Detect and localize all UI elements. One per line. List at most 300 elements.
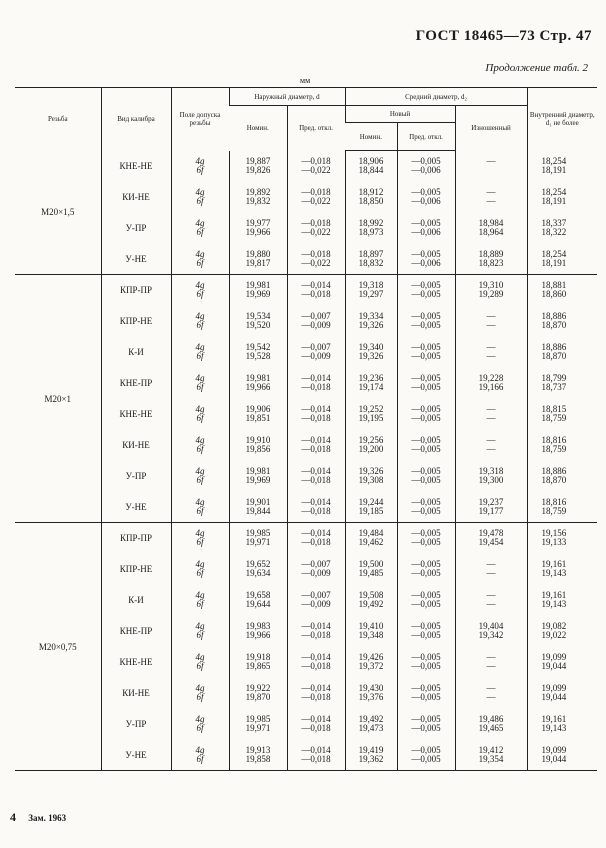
tolerance-value: 6f (196, 320, 204, 330)
gauge-type-cell: КНЕ-НЕ (101, 647, 171, 678)
inner-diameter-cell (527, 523, 597, 554)
pitch-worn-cell (455, 647, 527, 678)
pitch-worn-cell (455, 399, 527, 430)
inner-diameter-value: 19,082 (541, 621, 567, 631)
pitch-worn-value: — (486, 444, 496, 454)
pitch-nominal-value: 19,419 (358, 744, 384, 755)
pitch-deviation-value: —0,005 (411, 744, 441, 755)
pitch-deviation-value: —0,005 (411, 723, 441, 733)
inner-diameter-value: 18,191 (541, 196, 567, 206)
inner-diameter-cell (527, 182, 597, 213)
outer-deviation-value: —0,009 (301, 320, 331, 330)
gauge-type-cell: У-ПР (101, 461, 171, 492)
outer-deviation-cell (287, 740, 345, 771)
pitch-nominal-cell (345, 709, 397, 740)
col-header-inner-diameter: Внутренний диаметр, d₁ не более (527, 88, 597, 151)
outer-deviation-value: —0,018 (301, 630, 331, 640)
col-header-outer-deviation: Пред. откл. (287, 106, 345, 151)
table-body (15, 151, 597, 771)
inner-diameter-value: 18,191 (541, 257, 567, 268)
tolerance-value: 4g (195, 248, 205, 259)
inner-diameter-value: 18,870 (541, 320, 567, 330)
inner-diameter-value: 19,161 (541, 714, 567, 724)
outer-deviation-value: —0,014 (301, 744, 331, 755)
tolerance-value: 6f (196, 351, 204, 361)
pitch-nominal-cell (345, 616, 397, 647)
pitch-nominal-cell (345, 151, 397, 182)
pitch-worn-cell (455, 461, 527, 492)
outer-deviation-value: —0,007 (301, 311, 331, 321)
pitch-worn-value: — (486, 156, 496, 166)
outer-deviation-value: —0,018 (301, 444, 331, 454)
pitch-worn-value: — (486, 435, 496, 445)
pitch-nominal-value: 19,484 (358, 528, 384, 539)
pitch-worn-cell (455, 337, 527, 368)
tolerance-value: 4g (195, 404, 205, 414)
inner-diameter-value: 18,254 (541, 156, 567, 166)
tolerance-value: 6f (196, 382, 204, 392)
unit-label: мм (300, 76, 311, 85)
table-row (15, 275, 597, 306)
thread-size-cell: M20×1,5 (15, 151, 101, 275)
outer-nominal-value: 19,985 (245, 714, 271, 724)
pitch-worn-value: — (486, 404, 496, 414)
outer-nominal-value: 19,977 (245, 218, 271, 228)
tolerance-cell (171, 213, 229, 244)
outer-deviation-cell (287, 430, 345, 461)
inner-diameter-value: 19,022 (541, 630, 567, 640)
pitch-worn-value: — (486, 661, 496, 671)
outer-deviation-value: —0,007 (301, 590, 331, 600)
inner-diameter-cell (527, 275, 597, 306)
pitch-nominal-value: 19,362 (358, 753, 384, 764)
pitch-deviation-value: —0,005 (411, 320, 441, 330)
pitch-deviation-cell (397, 461, 455, 492)
inner-diameter-value: 18,737 (541, 382, 567, 392)
outer-deviation-cell (287, 244, 345, 275)
outer-deviation-value: —0,018 (301, 248, 331, 259)
inner-diameter-cell (527, 740, 597, 771)
outer-deviation-value: —0,022 (301, 196, 331, 206)
pitch-nominal-value: 19,297 (358, 289, 384, 300)
pitch-nominal-value: 19,326 (358, 351, 384, 361)
pitch-nominal-value: 18,832 (358, 257, 384, 268)
pitch-nominal-value: 18,844 (358, 165, 384, 176)
col-header-pitch-new: Новый (345, 106, 455, 123)
pitch-deviation-value: —0,005 (411, 599, 441, 609)
table-row (15, 368, 597, 399)
outer-nominal-cell (229, 585, 287, 616)
tolerance-value: 4g (195, 714, 205, 724)
pitch-nominal-value: 18,973 (358, 227, 384, 237)
tolerance-cell (171, 461, 229, 492)
outer-nominal-cell (229, 554, 287, 585)
outer-deviation-value: —0,014 (301, 373, 331, 383)
outer-deviation-cell (287, 368, 345, 399)
outer-nominal-cell (229, 647, 287, 678)
outer-nominal-cell (229, 709, 287, 740)
outer-nominal-cell (229, 275, 287, 306)
page-header: ГОСТ 18465—73 Стр. 47 (415, 28, 592, 44)
outer-nominal-value: 19,966 (245, 630, 271, 640)
inner-diameter-value: 18,191 (541, 165, 567, 175)
outer-deviation-value: —0,018 (301, 505, 331, 516)
pitch-deviation-cell (397, 492, 455, 523)
outer-deviation-value: —0,014 (301, 435, 331, 445)
tolerance-value: 4g (195, 744, 205, 755)
pitch-nominal-value: 19,185 (358, 505, 384, 516)
tolerance-value: 6f (196, 289, 204, 300)
pitch-worn-value: 19,486 (478, 714, 504, 724)
pitch-worn-cell (455, 306, 527, 337)
pitch-deviation-value: —0,005 (411, 590, 441, 600)
inner-diameter-value: 18,870 (541, 475, 567, 485)
outer-deviation-value: —0,018 (301, 382, 331, 392)
tolerance-value: 6f (196, 413, 204, 423)
pitch-deviation-value: —0,005 (411, 496, 441, 507)
pitch-deviation-cell (397, 523, 455, 554)
page-number: 4 (10, 810, 16, 824)
tolerance-value: 6f (196, 165, 204, 175)
gauge-type-cell: КПР-ПР (101, 275, 171, 306)
outer-deviation-value: —0,018 (301, 218, 331, 228)
pitch-deviation-value: —0,006 (411, 257, 441, 268)
tolerance-value: 4g (195, 559, 205, 569)
pitch-deviation-value: —0,005 (411, 156, 441, 167)
pitch-worn-value: 18,984 (478, 218, 504, 228)
pitch-deviation-cell (397, 151, 455, 182)
pitch-nominal-cell (345, 678, 397, 709)
gauge-type-cell: У-ПР (101, 709, 171, 740)
pitch-deviation-cell (397, 430, 455, 461)
outer-nominal-value: 19,910 (245, 435, 271, 445)
gauge-type-cell: КПР-ПР (101, 523, 171, 554)
pitch-nominal-cell (345, 740, 397, 771)
pitch-worn-value: — (486, 599, 496, 609)
pitch-deviation-cell (397, 678, 455, 709)
outer-deviation-value: —0,018 (301, 537, 331, 548)
tolerance-value: 6f (196, 661, 204, 671)
outer-deviation-value: —0,009 (301, 599, 331, 609)
outer-deviation-value: —0,018 (301, 413, 331, 423)
tolerance-value: 4g (195, 466, 205, 476)
inner-diameter-cell (527, 709, 597, 740)
tolerance-value: 4g (195, 590, 205, 600)
outer-deviation-cell (287, 647, 345, 678)
pitch-worn-cell (455, 368, 527, 399)
table-row (15, 523, 597, 554)
tolerance-cell (171, 368, 229, 399)
pitch-worn-cell (455, 740, 527, 771)
inner-diameter-value: 19,143 (541, 599, 567, 609)
pitch-nominal-value: 19,308 (358, 475, 384, 485)
outer-deviation-value: —0,014 (301, 280, 331, 291)
outer-nominal-value: 19,658 (245, 590, 271, 600)
outer-deviation-value: —0,018 (301, 753, 331, 764)
inner-diameter-cell (527, 368, 597, 399)
pitch-deviation-cell (397, 368, 455, 399)
inner-diameter-value: 18,860 (541, 289, 567, 300)
inner-diameter-value: 18,254 (541, 187, 567, 197)
pitch-nominal-cell (345, 647, 397, 678)
outer-nominal-value: 19,969 (245, 475, 271, 485)
outer-nominal-cell (229, 461, 287, 492)
tolerance-value: 6f (196, 599, 204, 609)
tolerance-value: 4g (195, 621, 205, 631)
pitch-nominal-cell (345, 306, 397, 337)
pitch-deviation-cell (397, 554, 455, 585)
tolerance-value: 6f (196, 692, 204, 702)
pitch-deviation-cell (397, 306, 455, 337)
inner-diameter-cell (527, 492, 597, 523)
outer-nominal-value: 19,870 (245, 692, 271, 702)
pitch-worn-value: 18,964 (478, 227, 504, 237)
tolerance-cell (171, 709, 229, 740)
outer-deviation-cell (287, 492, 345, 523)
tolerance-value: 4g (195, 683, 205, 693)
tolerance-cell (171, 647, 229, 678)
pitch-worn-value: 19,300 (478, 475, 504, 485)
inner-diameter-value: 18,254 (541, 248, 567, 259)
inner-diameter-value: 18,816 (541, 435, 567, 445)
pitch-deviation-value: —0,005 (411, 413, 441, 423)
pitch-worn-value: — (486, 590, 496, 600)
outer-nominal-cell (229, 523, 287, 554)
pitch-nominal-value: 19,244 (358, 496, 384, 507)
pitch-worn-value: — (486, 692, 496, 702)
outer-nominal-cell (229, 678, 287, 709)
inner-diameter-value: 18,815 (541, 404, 567, 414)
table-row (15, 678, 597, 709)
pitch-worn-value: 19,478 (478, 528, 504, 539)
tolerance-value: 4g (195, 280, 205, 291)
pitch-worn-value: 19,310 (478, 280, 504, 291)
tolerance-cell (171, 337, 229, 368)
pitch-worn-cell (455, 430, 527, 461)
pitch-nominal-cell (345, 523, 397, 554)
outer-nominal-cell (229, 492, 287, 523)
pitch-nominal-cell (345, 399, 397, 430)
tolerance-value: 6f (196, 537, 204, 548)
pitch-worn-cell (455, 554, 527, 585)
gauge-type-cell: У-НЕ (101, 740, 171, 771)
tolerance-value: 4g (195, 435, 205, 445)
outer-nominal-cell (229, 430, 287, 461)
inner-diameter-cell (527, 399, 597, 430)
outer-nominal-cell (229, 306, 287, 337)
outer-nominal-value: 19,887 (245, 156, 271, 166)
pitch-worn-value: 19,318 (478, 466, 504, 476)
table-row (15, 337, 597, 368)
outer-deviation-value: —0,014 (301, 466, 331, 476)
pitch-nominal-cell (345, 213, 397, 244)
table-row (15, 461, 597, 492)
table-row (15, 182, 597, 213)
pitch-deviation-value: —0,005 (411, 683, 441, 693)
pitch-nominal-value: 19,492 (358, 714, 384, 724)
pitch-nominal-value: 18,850 (358, 196, 384, 206)
inner-diameter-value: 18,886 (541, 466, 567, 476)
pitch-deviation-value: —0,005 (411, 342, 441, 352)
pitch-worn-value: — (486, 568, 496, 578)
outer-deviation-value: —0,014 (301, 652, 331, 662)
pitch-deviation-value: —0,005 (411, 652, 441, 662)
inner-diameter-cell (527, 585, 597, 616)
pitch-deviation-value: —0,006 (411, 165, 441, 176)
inner-diameter-cell (527, 306, 597, 337)
outer-deviation-value: —0,018 (301, 289, 331, 300)
gauge-type-cell: КНЕ-ПР (101, 368, 171, 399)
pitch-deviation-value: —0,005 (411, 289, 441, 300)
gauge-type-cell: КНЕ-НЕ (101, 399, 171, 430)
pitch-deviation-cell (397, 647, 455, 678)
tolerance-value: 4g (195, 652, 205, 662)
pitch-deviation-cell (397, 182, 455, 213)
outer-nominal-value: 19,652 (245, 559, 271, 569)
outer-nominal-value: 19,922 (245, 683, 271, 693)
outer-nominal-cell (229, 740, 287, 771)
inner-diameter-value: 19,099 (541, 683, 567, 693)
pitch-deviation-value: —0,005 (411, 466, 441, 476)
pitch-deviation-value: —0,005 (411, 435, 441, 445)
outer-nominal-cell (229, 213, 287, 244)
inner-diameter-value: 19,133 (541, 537, 567, 548)
outer-deviation-value: —0,007 (301, 342, 331, 352)
pitch-worn-value: — (486, 320, 496, 330)
gauge-type-cell: У-НЕ (101, 492, 171, 523)
outer-nominal-value: 19,892 (245, 187, 271, 197)
table-row (15, 399, 597, 430)
outer-nominal-value: 19,985 (245, 528, 271, 539)
outer-nominal-value: 19,966 (245, 382, 271, 392)
col-header-outer-diameter: Наружный диаметр, d (229, 88, 345, 106)
outer-nominal-cell (229, 616, 287, 647)
pitch-worn-value: 19,289 (478, 289, 504, 300)
pitch-worn-value: 18,889 (478, 248, 504, 259)
pitch-nominal-value: 19,348 (358, 630, 384, 640)
tolerance-cell (171, 244, 229, 275)
outer-nominal-value: 19,832 (245, 196, 271, 206)
tolerance-cell (171, 275, 229, 306)
table-row (15, 585, 597, 616)
pitch-deviation-cell (397, 709, 455, 740)
gauge-type-cell: К-И (101, 337, 171, 368)
inner-diameter-value: 18,886 (541, 342, 567, 352)
col-header-pitch-worn: Изношенный (455, 106, 527, 151)
outer-nominal-value: 19,918 (245, 652, 271, 662)
pitch-nominal-value: 18,992 (358, 218, 384, 228)
table-row (15, 244, 597, 275)
outer-deviation-cell (287, 306, 345, 337)
outer-deviation-cell (287, 182, 345, 213)
tolerance-cell (171, 306, 229, 337)
inner-diameter-value: 19,161 (541, 590, 567, 600)
tolerance-value: 6f (196, 505, 204, 516)
pitch-nominal-value: 19,376 (358, 692, 384, 702)
pitch-worn-cell (455, 182, 527, 213)
outer-nominal-cell (229, 151, 287, 182)
inner-diameter-value: 19,143 (541, 723, 567, 733)
outer-nominal-value: 19,880 (245, 248, 271, 259)
pitch-deviation-value: —0,005 (411, 537, 441, 548)
inner-diameter-cell (527, 337, 597, 368)
pitch-deviation-value: —0,005 (411, 373, 441, 383)
outer-nominal-cell (229, 337, 287, 368)
pitch-deviation-value: —0,005 (411, 404, 441, 414)
gauge-type-cell: КИ-НЕ (101, 430, 171, 461)
outer-deviation-value: —0,018 (301, 475, 331, 485)
pitch-deviation-value: —0,005 (411, 661, 441, 671)
inner-diameter-value: 18,870 (541, 351, 567, 361)
outer-deviation-cell (287, 213, 345, 244)
pitch-deviation-cell (397, 244, 455, 275)
pitch-nominal-cell (345, 368, 397, 399)
pitch-deviation-value: —0,005 (411, 753, 441, 764)
pitch-deviation-value: —0,005 (411, 475, 441, 485)
outer-nominal-value: 19,826 (245, 165, 271, 175)
tolerance-cell (171, 399, 229, 430)
pitch-nominal-value: 19,200 (358, 444, 384, 454)
inner-diameter-value: 18,886 (541, 311, 567, 321)
outer-nominal-value: 19,528 (245, 351, 271, 361)
outer-nominal-value: 19,906 (245, 404, 271, 414)
outer-nominal-value: 19,817 (245, 257, 271, 268)
outer-deviation-value: —0,018 (301, 187, 331, 197)
pitch-nominal-cell (345, 244, 397, 275)
pitch-deviation-value: —0,005 (411, 280, 441, 291)
pitch-nominal-value: 19,326 (358, 320, 384, 330)
pitch-nominal-value: 19,473 (358, 723, 384, 733)
tolerance-cell (171, 523, 229, 554)
tolerance-cell (171, 182, 229, 213)
pitch-deviation-value: —0,005 (411, 568, 441, 578)
outer-nominal-value: 19,981 (245, 466, 271, 476)
pitch-deviation-value: —0,005 (411, 444, 441, 454)
outer-deviation-cell (287, 585, 345, 616)
col-header-tolerance: Поле допуска резьбы (171, 88, 229, 151)
pitch-deviation-value: —0,005 (411, 630, 441, 640)
outer-deviation-value: —0,022 (301, 257, 331, 268)
tolerance-value: 4g (195, 156, 205, 166)
thread-size-cell: M20×0,75 (15, 523, 101, 771)
pitch-nominal-value: 19,174 (358, 382, 384, 392)
pitch-nominal-value: 19,508 (358, 590, 384, 600)
inner-diameter-value: 19,156 (541, 528, 567, 539)
pitch-worn-value: 19,177 (478, 505, 504, 516)
pitch-worn-value (456, 166, 527, 175)
pitch-worn-value: 19,354 (478, 753, 504, 764)
pitch-deviation-value: —0,005 (411, 528, 441, 539)
outer-nominal-value: 19,966 (245, 227, 271, 237)
inner-diameter-value: 18,337 (541, 218, 567, 228)
inner-diameter-value: 18,759 (541, 505, 567, 516)
pitch-nominal-cell (345, 337, 397, 368)
table-row (15, 647, 597, 678)
outer-deviation-value: —0,018 (301, 156, 331, 166)
outer-nominal-value: 19,851 (245, 413, 271, 423)
gauge-type-cell: У-НЕ (101, 244, 171, 275)
pitch-deviation-cell (397, 585, 455, 616)
pitch-worn-cell (455, 244, 527, 275)
outer-deviation-value: —0,009 (301, 568, 331, 578)
table-row (15, 492, 597, 523)
pitch-nominal-value: 19,426 (358, 652, 384, 662)
pitch-deviation-value: —0,005 (411, 311, 441, 321)
outer-deviation-value: —0,014 (301, 683, 331, 693)
pitch-nominal-value: 19,236 (358, 373, 384, 383)
table-row (15, 740, 597, 771)
inner-diameter-value: 18,881 (541, 280, 567, 291)
